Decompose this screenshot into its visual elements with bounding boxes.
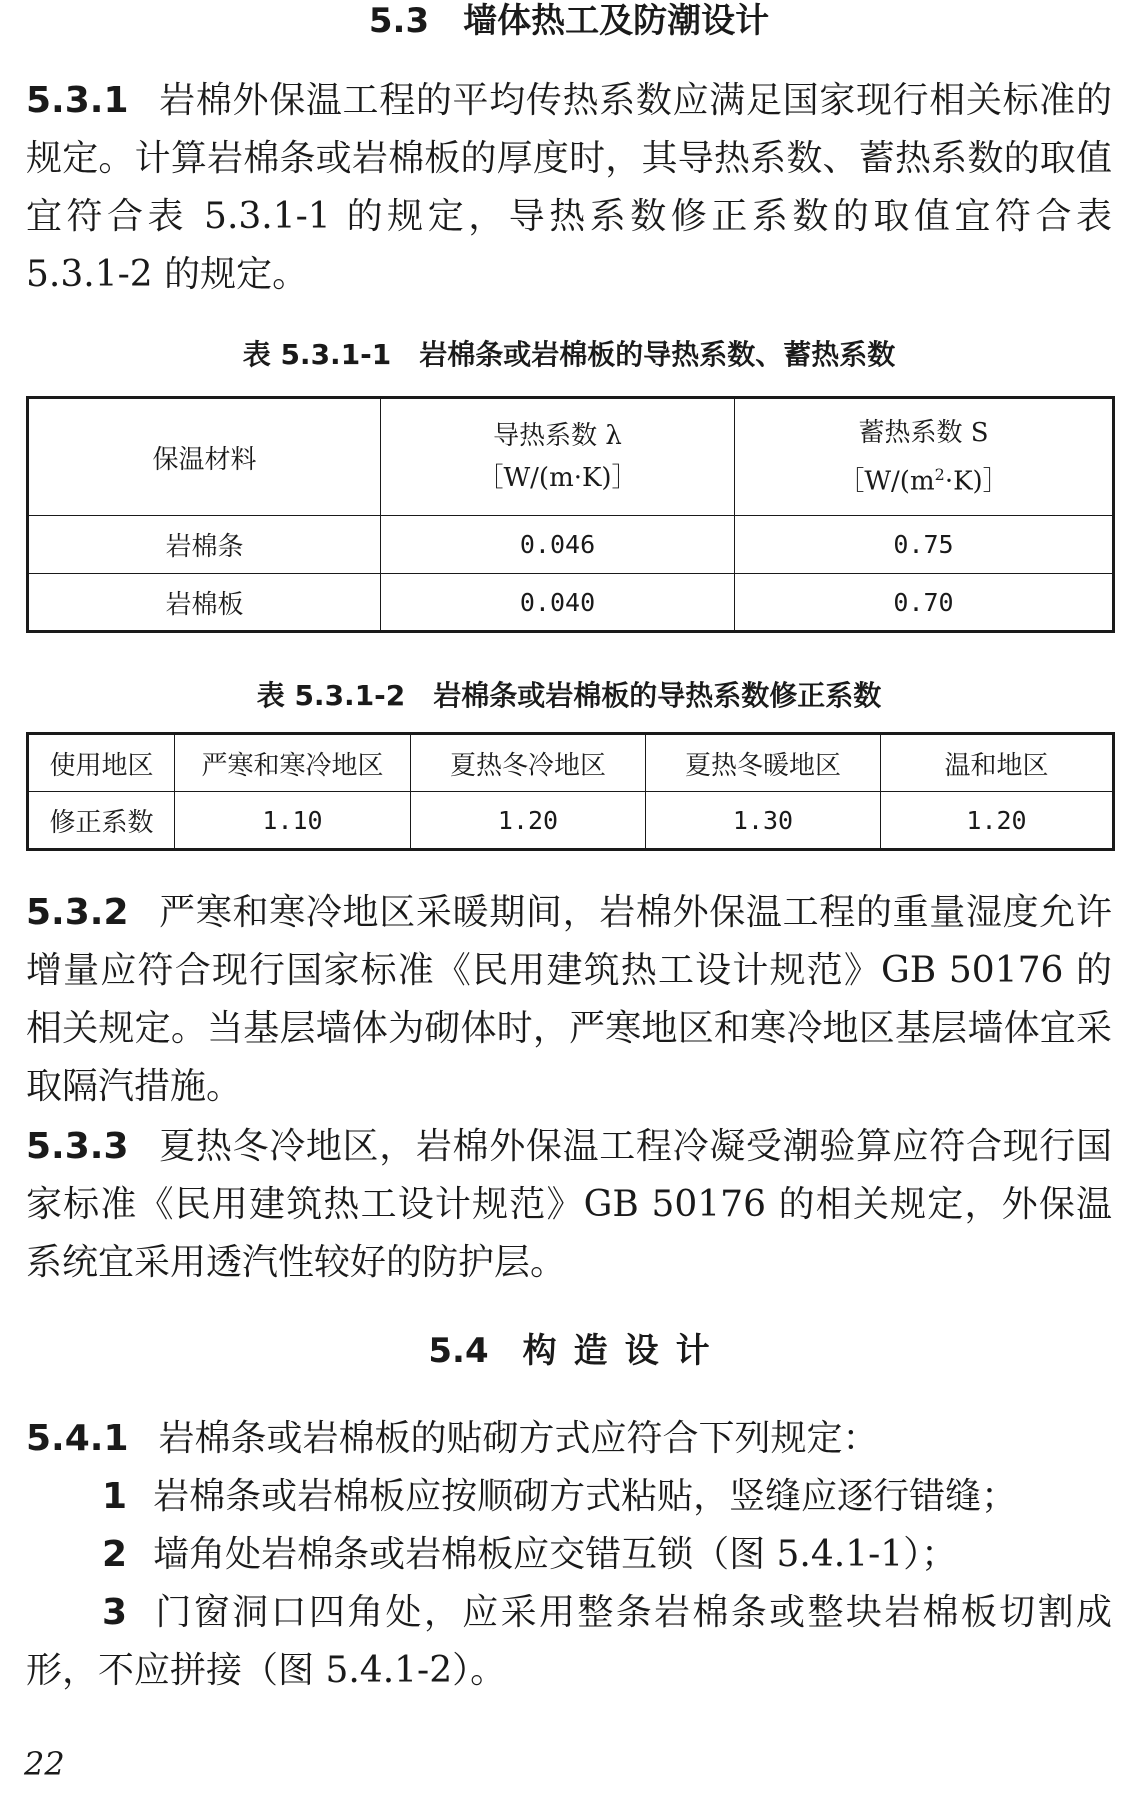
table-caption-5-3-1-2: 表 5.3.1-2 岩棉条或岩棉板的导热系数修正系数 — [256, 679, 882, 712]
document-page — [26, 0, 1112, 1810]
header-conductivity-unit: ［W/(m·K)］ — [477, 463, 638, 493]
cell-correction-value: 1.20 — [411, 792, 646, 850]
item-number: 1 — [102, 1476, 128, 1517]
header-conductivity — [381, 398, 735, 516]
header-region: 严寒和寒冷地区 — [175, 734, 411, 792]
unit-superscript: 2 — [934, 464, 945, 484]
header-storage — [735, 398, 1114, 516]
cell-material: 岩棉条 — [28, 516, 381, 574]
item-text: 墙角处岩棉条或岩棉板应交错互锁（图 5.4.1-1）； — [153, 1534, 958, 1575]
clause-number: 5.3.2 — [26, 892, 129, 933]
item-number: 3 — [102, 1592, 128, 1633]
clause-text: 严寒和寒冷地区采暖期间，岩棉外保温工程的重量湿度允许增量应符合现行国家标准《民用建筑热工设计规范》GB 50176 的相关规定。当基层墙体为砌体时，严寒地区和寒冷地区基层墙体宜采取隔汽措施。 — [26, 892, 1112, 1107]
clause-text: 岩棉外保温工程的平均传热系数应满足国家现行相关标准的规定。计算岩棉条或岩棉板的厚度时，其导热系数、蓄热系数的取值宜符合表 5.3.1-1 的规定，导热系数修正系数的取值宜符合表 5.3.1-2 的规定。 — [26, 80, 1112, 295]
header-conductivity-label: 导热系数 λ — [493, 421, 622, 451]
item-number: 2 — [102, 1534, 128, 1575]
table-conductivity-storage — [26, 396, 1115, 633]
cell-conductivity: 0.046 — [381, 516, 735, 574]
list-item — [26, 1584, 1112, 1700]
clause-number: 5.3.1 — [26, 80, 129, 121]
row-label-correction: 修正系数 — [28, 792, 175, 850]
header-region-label: 使用地区 — [28, 734, 175, 792]
clause-text: 岩棉条或岩棉板的贴砌方式应符合下列规定： — [158, 1418, 879, 1459]
list-item — [26, 1468, 1112, 1526]
clause-5-3-1 — [26, 72, 1112, 304]
table-caption-5-3-1-1: 表 5.3.1-1 岩棉条或岩棉板的导热系数、蓄热系数 — [242, 338, 896, 371]
header-region: 夏热冬冷地区 — [411, 734, 646, 792]
clause-5-3-3 — [26, 1118, 1112, 1292]
page-number: 22 — [24, 1745, 65, 1783]
cell-correction-value: 1.10 — [175, 792, 411, 850]
clause-5-3-2 — [26, 884, 1112, 1116]
cell-correction-value: 1.20 — [881, 792, 1114, 850]
header-storage-label: 蓄热系数 S — [858, 417, 989, 448]
unit-part: ［W/(m — [838, 466, 935, 497]
table-row — [28, 792, 1114, 850]
table-header-row — [28, 734, 1114, 792]
item-text: 岩棉条或岩棉板应按顺砌方式粘贴，竖缝应逐行错缝； — [153, 1476, 1018, 1517]
clause-number: 5.4.1 — [26, 1418, 129, 1459]
table-row — [28, 574, 1114, 632]
header-material: 保温材料 — [28, 398, 381, 516]
cell-storage: 0.70 — [735, 574, 1114, 632]
cell-material: 岩棉板 — [28, 574, 381, 632]
section-heading-5-4: 5.4 构 造 设 计 — [428, 1331, 710, 1371]
table-correction-factor — [26, 732, 1115, 851]
section-heading-5-3: 5.3 墙体热工及防潮设计 — [368, 1, 770, 41]
header-storage-unit — [735, 454, 1112, 503]
table-row — [28, 516, 1114, 574]
cell-storage: 0.75 — [735, 516, 1114, 574]
item-text: 门窗洞口四角处，应采用整条岩棉条或整块岩棉板切割成形，不应拼接（图 5.4.1-2）。 — [26, 1592, 1112, 1691]
header-region: 夏热冬暖地区 — [646, 734, 881, 792]
cell-correction-value: 1.30 — [646, 792, 881, 850]
header-region: 温和地区 — [881, 734, 1114, 792]
list-item — [26, 1526, 1112, 1584]
cell-conductivity: 0.040 — [381, 574, 735, 632]
clause-text: 夏热冬冷地区，岩棉外保温工程冷凝受潮验算应符合现行国家标准《民用建筑热工设计规范》GB 50176 的相关规定，外保温系统宜采用透汽性较好的防护层。 — [26, 1126, 1112, 1283]
table-header-row — [28, 398, 1114, 516]
unit-part: ·K)］ — [944, 466, 1009, 497]
clause-5-4-1 — [26, 1410, 1112, 1468]
clause-number: 5.3.3 — [26, 1126, 129, 1167]
